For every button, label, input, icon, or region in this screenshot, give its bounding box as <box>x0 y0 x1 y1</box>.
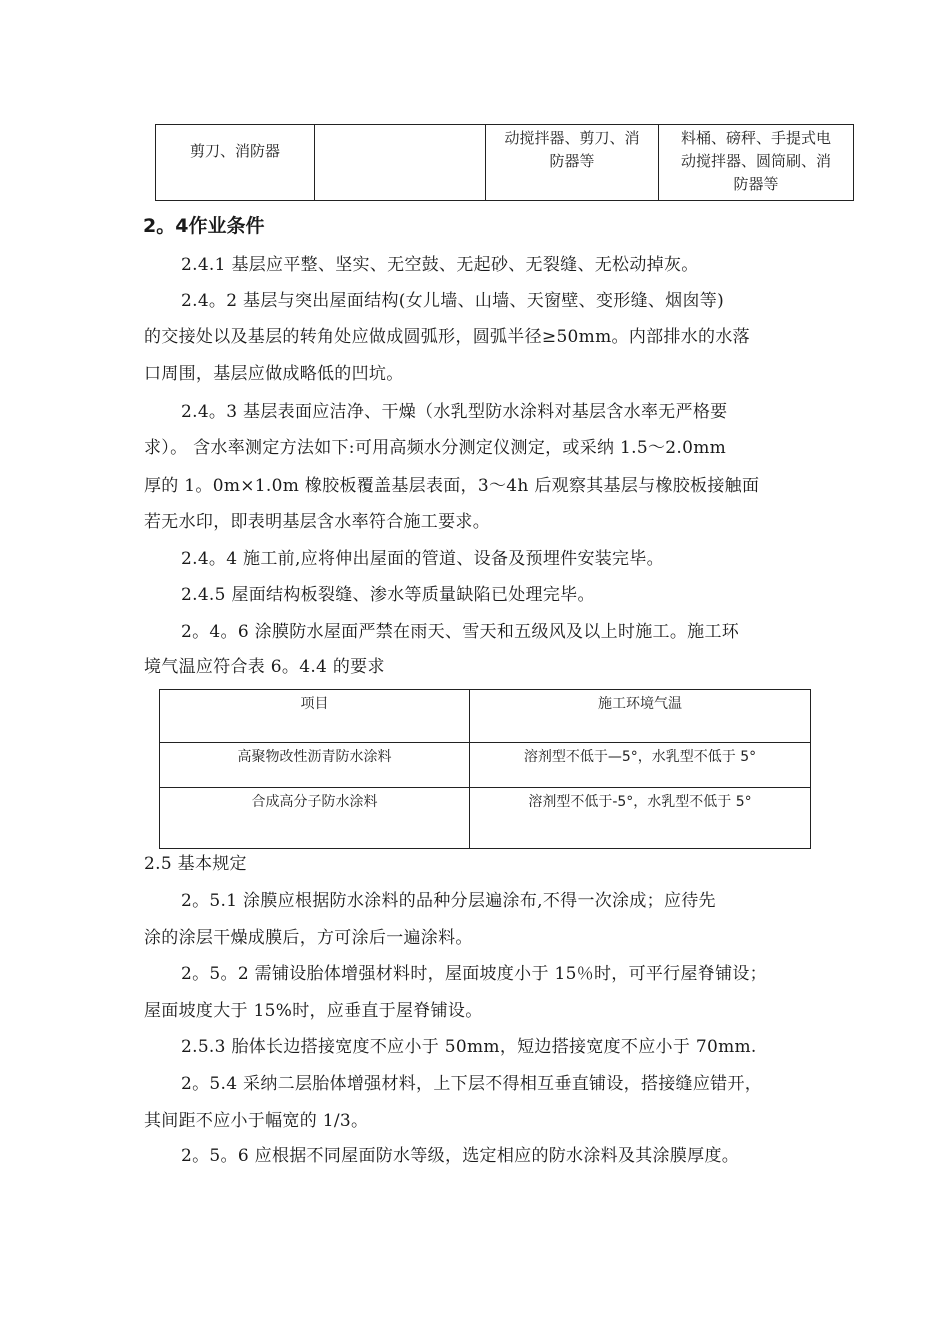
paragraph-line: 2。5.4 采纳二层胎体增强材料，上下层不得相互垂直铺设，搭接缝应错开， <box>181 1074 763 1094</box>
cell-text: 高聚物改性沥青防水涂料 <box>237 749 392 765</box>
paragraph-line: 涂的涂层干燥成膜后，方可涂后一遍涂料。 <box>144 928 473 948</box>
table-cell <box>160 743 470 788</box>
equipment-table <box>155 124 854 201</box>
paragraph-line: 厚的 1。0m×1.0m 橡胶板覆盖基层表面，3～4h 后观察其基层与橡胶板接触面 <box>144 476 760 496</box>
table-cell <box>156 125 315 201</box>
header-text: 施工环境气温 <box>598 696 682 712</box>
paragraph-line: 2.4。4 施工前,应将伸出屋面的管道、设备及预埋件安装完毕。 <box>181 549 664 569</box>
paragraph-line: 2.4.5 屋面结构板裂缝、渗水等质量缺陷已处理完毕。 <box>181 585 595 605</box>
table-cell <box>470 743 811 788</box>
cell-text-line: 动搅拌器、圆筒刷、消 <box>680 152 831 170</box>
paragraph-line: 2.5.3 胎体长边搭接宽度不应小于 50mm，短边搭接宽度不应小于 70mm. <box>181 1037 757 1057</box>
section-heading: 2。4作业条件 <box>143 215 265 237</box>
cell-text-line: 防器等 <box>733 175 779 193</box>
table-header-cell <box>470 690 811 743</box>
paragraph-line: 2。5。6 应根据不同屋面防水等级，选定相应的防水涂料及其涂膜厚度。 <box>181 1146 740 1166</box>
paragraph-line: 2.4。2 基层与突出屋面结构(女儿墙、山墙、天窗壁、变形缝、烟囱等) <box>181 291 725 311</box>
table-row <box>160 743 811 788</box>
paragraph-line: 若无水印，即表明基层含水率符合施工要求。 <box>144 512 490 532</box>
table-row <box>160 788 811 849</box>
paragraph-line: 2。5.1 涂膜应根据防水涂料的品种分层遍涂布,不得一次涂成；应待先 <box>181 891 716 911</box>
temperature-table <box>159 689 811 849</box>
paragraph-line: 屋面坡度大于 15%时，应垂直于屋脊铺设。 <box>144 1001 483 1021</box>
table-cell <box>659 125 854 201</box>
paragraph-line: 求）。 含水率测定方法如下:可用高频水分测定仪测定，或采纳 1.5～2.0mm <box>144 438 727 458</box>
paragraph-line: 的交接处以及基层的转角处应做成圆弧形，圆弧半径≥50mm。内部排水的水落 <box>144 327 750 347</box>
table-cell <box>160 788 470 849</box>
paragraph-line: 境气温应符合表 6。4.4 的要求 <box>144 657 385 677</box>
cell-text: 溶剂型不低于-5°，水乳型不低于 5° <box>528 794 752 810</box>
paragraph-line: 2.4。3 基层表面应洁净、干燥（水乳型防水涂料对基层含水率无严格要 <box>181 402 728 422</box>
table-cell <box>486 125 659 201</box>
cell-text-line: 动搅拌器、剪刀、消 <box>504 129 640 147</box>
cell-text-line: 防器等 <box>549 152 595 170</box>
paragraph-line: 其间距不应小于幅宽的 1/3。 <box>144 1111 369 1131</box>
cell-text: 溶剂型不低于—5°，水乳型不低于 5° <box>523 749 757 765</box>
table-cell <box>315 125 486 201</box>
paragraph-line: 2。4。6 涂膜防水屋面严禁在雨天、雪天和五级风及以上时施工。施工环 <box>181 622 740 642</box>
paragraph-line: 2。5。2 需铺设胎体增强材料时，屋面坡度小于 15％时，可平行屋脊铺设； <box>181 964 767 984</box>
paragraph-line: 2.4.1 基层应平整、坚实、无空鼓、无起砂、无裂缝、无松动掉灰。 <box>181 255 699 275</box>
paragraph-line: 口周围，基层应做成略低的凹坑。 <box>144 364 404 384</box>
table-header-cell <box>160 690 470 743</box>
cell-text: 合成高分子防水涂料 <box>251 794 378 810</box>
cell-text-line: 料桶、磅秤、手提式电 <box>680 129 831 147</box>
cell-text: 剪刀、消防器 <box>189 142 280 160</box>
header-text: 项目 <box>300 696 329 712</box>
table-cell <box>470 788 811 849</box>
section-heading: 2.5 基本规定 <box>144 854 247 874</box>
